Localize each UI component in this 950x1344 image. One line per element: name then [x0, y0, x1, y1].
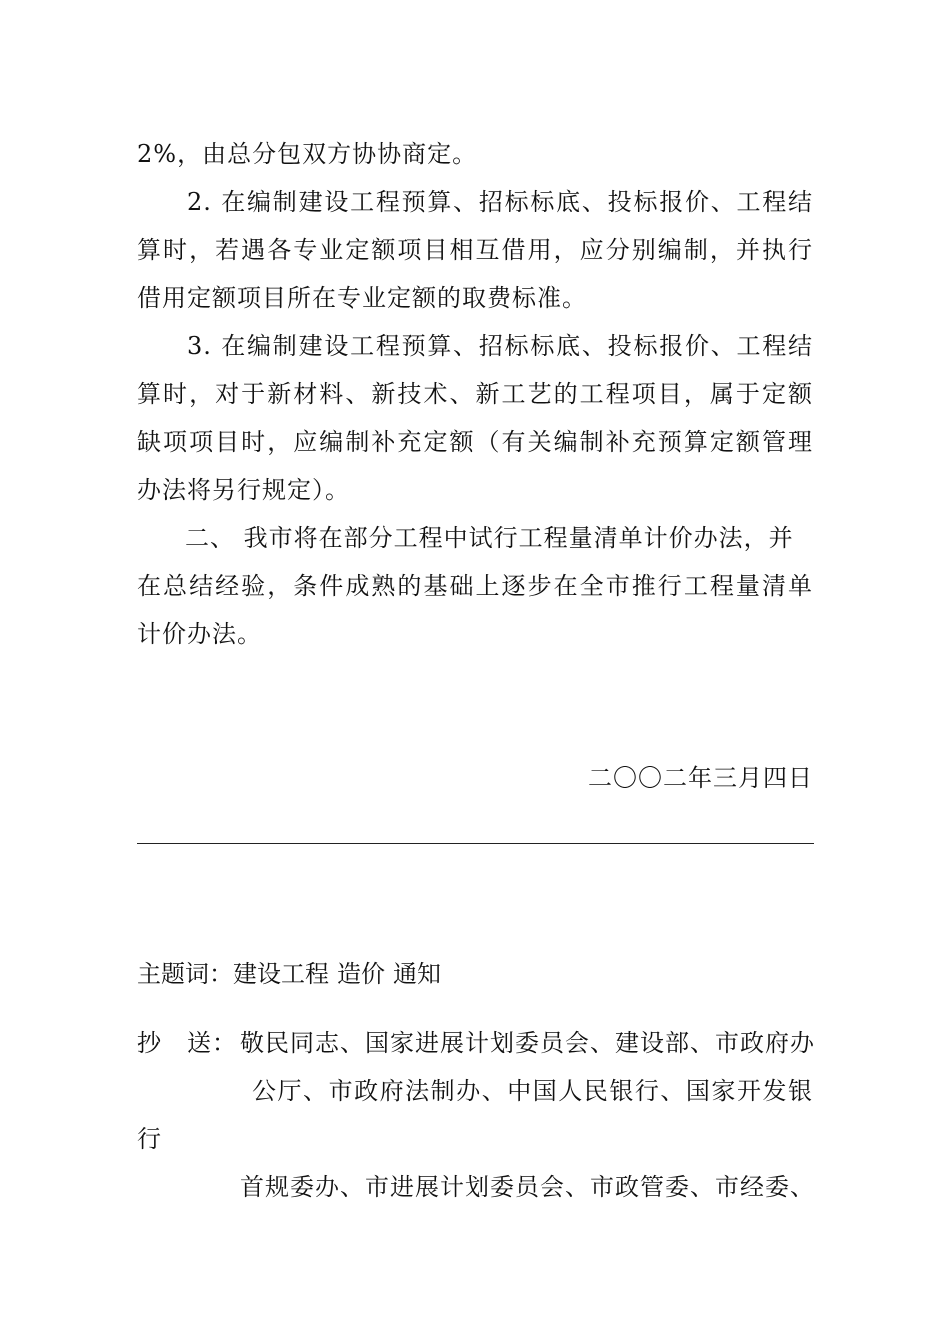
cc-line-4: 首规委办、市进展计划委员会、市政管委、市经委、	[240, 1173, 815, 1201]
keywords-label: 主题词：	[137, 960, 233, 988]
keyword-item: 造价	[337, 960, 385, 988]
keyword-item: 建设工程	[233, 960, 329, 988]
document-date: 二〇〇二年三月四日	[588, 764, 813, 792]
body-line-10: 在总结经验，条件成熟的基础上逐步在全市推行工程量清单	[137, 572, 813, 600]
keyword-item: 通知	[393, 960, 441, 988]
cc-line-3: 行	[137, 1125, 162, 1153]
body-line-2: 2. 在编制建设工程预算、招标标底、投标报价、工程结	[187, 188, 813, 216]
divider-line	[137, 843, 814, 844]
body-line-8: 办法将另行规定）。	[137, 476, 350, 504]
body-line-5: 3. 在编制建设工程预算、招标标底、投标报价、工程结	[187, 332, 813, 360]
cc-label: 抄 送：	[137, 1029, 237, 1057]
body-line-6: 算时，对于新材料、新技术、新工艺的工程项目，属于定额	[137, 380, 813, 408]
body-line-1: 2%，由总分包双方协协商定。	[137, 140, 478, 168]
body-line-9: 二、 我市将在部分工程中试行工程量清单计价办法，并	[185, 524, 794, 552]
body-line-11: 计价办法。	[137, 620, 262, 648]
body-line-3: 算时，若遇各专业定额项目相互借用，应分别编制，并执行	[137, 236, 813, 264]
body-line-4: 借用定额项目所在专业定额的取费标准。	[137, 284, 587, 312]
body-line-7: 缺项项目时，应编制补充定额（有关编制补充预算定额管理	[137, 428, 813, 456]
cc-line-1: 敬民同志、国家进展计划委员会、建设部、市政府办	[240, 1029, 815, 1057]
keywords-row	[137, 958, 441, 990]
cc-line-2: 公厅、市政府法制办、中国人民银行、国家开发银	[252, 1077, 813, 1105]
